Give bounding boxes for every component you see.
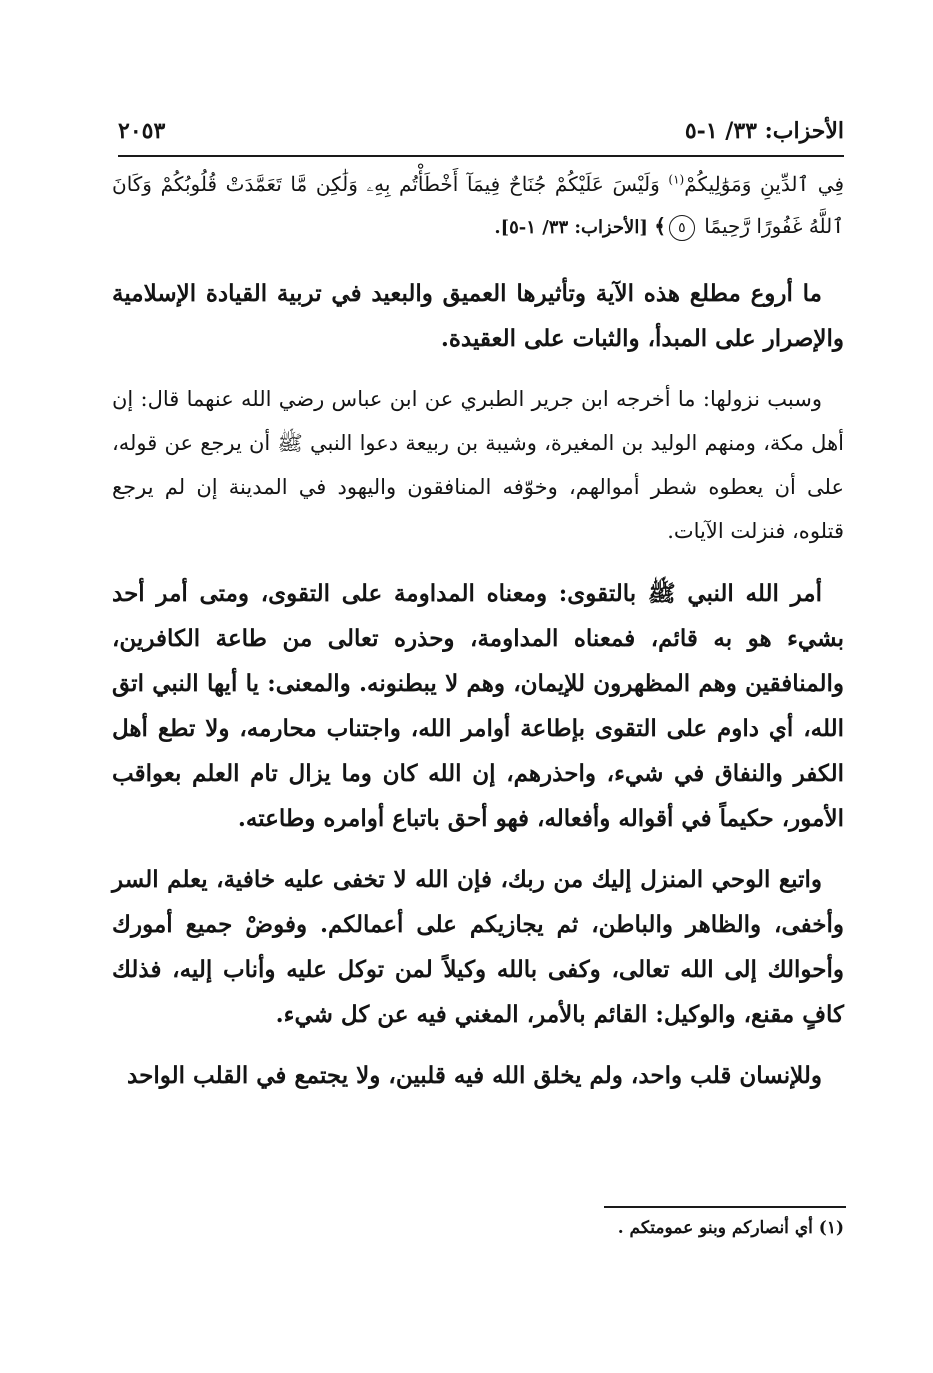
paragraph-intro: ما أروع مطلع هذه الآية وتأثيرها العميق والبعيد في تربية القيادة الإسلامية والإصرار على المبدأ، والثبات على العقيدة.	[112, 280, 844, 352]
footnote-marker: (١)	[668, 172, 685, 187]
header-divider	[118, 155, 844, 157]
paragraph-revelation: واتبع الوحي المنزل إليك من ربك، فإن الله لا تخفى عليه خافية، يعلم السر وأخفى، والظاهر والباطن، ثم يجازيكم على أعمالكم. وفوضْ جميع أمورك وأحوالك إلى الله تعالى، وكفى بالله وكيلاً لمن توكل عليه وأناب إليه، فذلك كافٍ مقنع، والوكيل: القائم بالأمر، المغني فيه عن كل شيء.	[112, 866, 844, 1028]
verse-text-part1: فِي ٱلدِّينِ وَمَوَٰلِيكُمْ	[684, 172, 845, 196]
footnote: (١) أي أنصاركم وبنو عمومتكم .	[617, 1218, 844, 1238]
page-body	[112, 163, 844, 1114]
ayah-number-marker: ٥	[669, 215, 695, 241]
footnote-divider	[604, 1206, 846, 1208]
verse-reference: [الأحزاب: ٣٣/ ١-٥].	[494, 217, 648, 238]
verse-closing-bracket: ﴾	[654, 214, 666, 238]
paragraph-one-heart: وللإنسان قلب واحد، ولم يخلق الله فيه قلبين، ولا يجتمع في القلب الواحد	[127, 1062, 822, 1089]
quran-verse	[112, 163, 844, 249]
paragraph-taqwa: أمر الله النبي ﷺ بالتقوى: ومعناه المداومة على التقوى، ومتى أمر أحد بشيء هو به قائم، فمعناه المداومة، وحذره تعالى من طاعة الكافرين، والمنافقين وهم المظهرون للإيمان، وهم لا يبطنونه. والمعنى: يا أيها النبي اتق الله، أي داوم على التقوى بإطاعة أوامر الله، واجتناب محارمه، ولا تطع أهل الكفر والنفاق في شيء، واحذرهم، إن الله كان وما يزال تام العلم بعواقب الأمور، حكيماً في أقواله وأفعاله، فهو أحق باتباع أوامره وطاعته.	[112, 580, 844, 832]
surah-reference: الأحزاب: ٣٣/ ١-٥	[684, 118, 844, 144]
page-number: ٢٠٥٣	[118, 118, 166, 144]
page-header	[118, 112, 844, 152]
verse-text-part2: وَلَيْسَ عَلَيْكُمْ جُنَاحٌ فِيمَآ أَخْطَأْتُم بِهِۦ وَلَٰكِن مَّا تَعَمَّدَتْ قُلُوبُكُمْ وَكَانَ ٱللَّهُ غَفُورًا رَّحِيمًا	[112, 172, 844, 238]
paragraph-revelation-cause: وسبب نزولها: ما أخرجه ابن جرير الطبري عن ابن عباس رضي الله عنهما قال: إن أهل مكة، ومنهم الوليد بن المغيرة، وشيبة بن ربيعة دعوا النبي ﷺ أن يرجع عن قوله، على أن يعطوه شطر أموالهم، وخوّفه المنافقون واليهود في المدينة إن لم يرجع قتلوه، فنزلت الآيات.	[112, 387, 844, 543]
